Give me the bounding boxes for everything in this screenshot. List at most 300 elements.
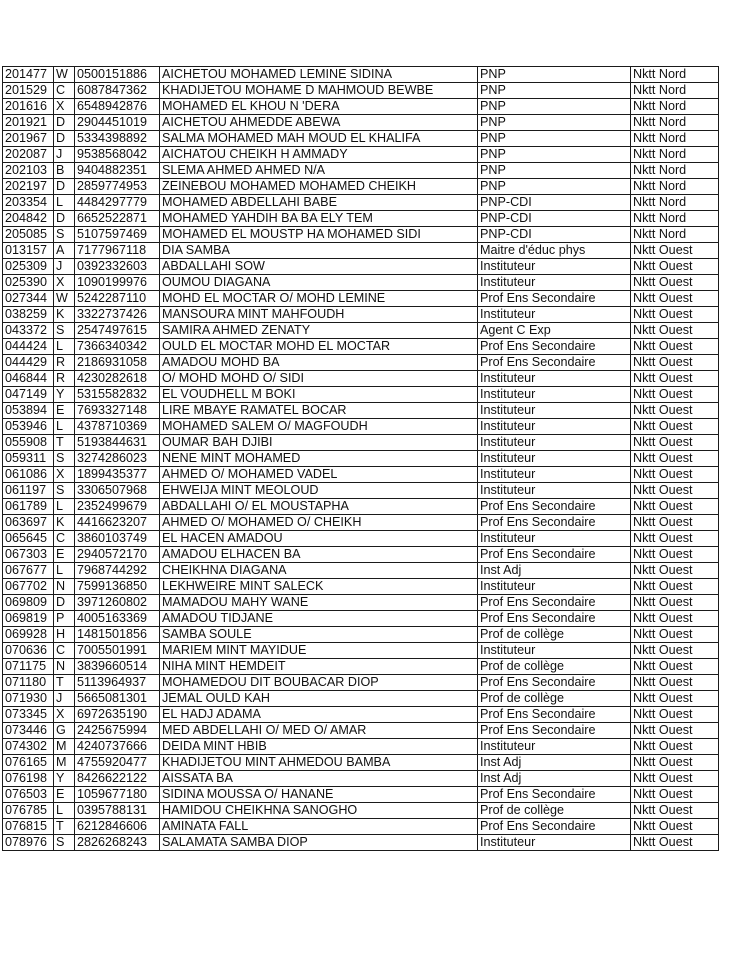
- direction-cell: Nktt Ouest: [631, 627, 719, 643]
- direction-cell: Nktt Ouest: [631, 739, 719, 755]
- employee-id-cell: 201921: [3, 115, 54, 131]
- employee-id-cell: 044429: [3, 355, 54, 371]
- direction-cell: Nktt Ouest: [631, 691, 719, 707]
- table-row: [3, 83, 719, 99]
- name-cell: SALMA MOHAMED MAH MOUD EL KHALIFA: [160, 131, 478, 147]
- employee-id-cell: 069809: [3, 595, 54, 611]
- nni-cell: 5334398892: [75, 131, 160, 147]
- direction-cell: Nktt Ouest: [631, 467, 719, 483]
- nni-cell: 6652522871: [75, 211, 160, 227]
- name-cell: MOHAMED YAHDIH BA BA ELY TEM: [160, 211, 478, 227]
- table-row: [3, 579, 719, 595]
- nni-cell: 7968744292: [75, 563, 160, 579]
- name-cell: KHADIJETOU MOHAME D MAHMOUD BEWBE: [160, 83, 478, 99]
- key-letter-cell: L: [54, 419, 75, 435]
- name-cell: DIA SAMBA: [160, 243, 478, 259]
- key-letter-cell: S: [54, 227, 75, 243]
- table-row: [3, 787, 719, 803]
- employee-id-cell: 027344: [3, 291, 54, 307]
- employee-id-cell: 201529: [3, 83, 54, 99]
- direction-cell: Nktt Ouest: [631, 771, 719, 787]
- function-cell: Instituteur: [478, 451, 631, 467]
- name-cell: NIHA MINT HEMDEIT: [160, 659, 478, 675]
- name-cell: O/ MOHD MOHD O/ SIDI: [160, 371, 478, 387]
- direction-cell: Nktt Ouest: [631, 835, 719, 851]
- key-letter-cell: A: [54, 243, 75, 259]
- function-cell: Instituteur: [478, 419, 631, 435]
- nni-cell: 7005501991: [75, 643, 160, 659]
- table-row: [3, 467, 719, 483]
- function-cell: Instituteur: [478, 483, 631, 499]
- direction-cell: Nktt Nord: [631, 227, 719, 243]
- employee-id-cell: 067303: [3, 547, 54, 563]
- name-cell: SLEMA AHMED AHMED N/A: [160, 163, 478, 179]
- direction-cell: Nktt Ouest: [631, 451, 719, 467]
- table-row: [3, 419, 719, 435]
- direction-cell: Nktt Ouest: [631, 483, 719, 499]
- function-cell: Instituteur: [478, 275, 631, 291]
- direction-cell: Nktt Nord: [631, 83, 719, 99]
- nni-cell: 7177967118: [75, 243, 160, 259]
- direction-cell: Nktt Ouest: [631, 259, 719, 275]
- key-letter-cell: W: [54, 67, 75, 83]
- nni-cell: 5193844631: [75, 435, 160, 451]
- nni-cell: 5113964937: [75, 675, 160, 691]
- function-cell: Prof Ens Secondaire: [478, 611, 631, 627]
- name-cell: KHADIJETOU MINT AHMEDOU BAMBA: [160, 755, 478, 771]
- table-row: [3, 307, 719, 323]
- key-letter-cell: L: [54, 499, 75, 515]
- nni-cell: 8426622122: [75, 771, 160, 787]
- function-cell: Prof Ens Secondaire: [478, 787, 631, 803]
- employee-id-cell: 078976: [3, 835, 54, 851]
- employee-id-cell: 047149: [3, 387, 54, 403]
- key-letter-cell: D: [54, 211, 75, 227]
- nni-cell: 6548942876: [75, 99, 160, 115]
- direction-cell: Nktt Ouest: [631, 595, 719, 611]
- employee-id-cell: 055908: [3, 435, 54, 451]
- table-row: [3, 291, 719, 307]
- table-row: [3, 179, 719, 195]
- function-cell: Inst Adj: [478, 771, 631, 787]
- name-cell: AISSATA BA: [160, 771, 478, 787]
- name-cell: ABDALLAHI SOW: [160, 259, 478, 275]
- name-cell: EL VOUDHELL M BOKI: [160, 387, 478, 403]
- table-row: [3, 195, 719, 211]
- nni-cell: 5315582832: [75, 387, 160, 403]
- nni-cell: 6212846606: [75, 819, 160, 835]
- key-letter-cell: B: [54, 163, 75, 179]
- function-cell: Prof Ens Secondaire: [478, 355, 631, 371]
- direction-cell: Nktt Nord: [631, 179, 719, 195]
- employee-id-cell: 061197: [3, 483, 54, 499]
- table-row: [3, 627, 719, 643]
- name-cell: SIDINA MOUSSA O/ HANANE: [160, 787, 478, 803]
- nni-cell: 2425675994: [75, 723, 160, 739]
- employee-id-cell: 065645: [3, 531, 54, 547]
- key-letter-cell: J: [54, 691, 75, 707]
- function-cell: Instituteur: [478, 467, 631, 483]
- table-row: [3, 563, 719, 579]
- function-cell: PNP-CDI: [478, 211, 631, 227]
- key-letter-cell: L: [54, 339, 75, 355]
- name-cell: HAMIDOU CHEIKHNA SANOGHO: [160, 803, 478, 819]
- nni-cell: 3322737426: [75, 307, 160, 323]
- function-cell: Prof Ens Secondaire: [478, 595, 631, 611]
- employee-id-cell: 053946: [3, 419, 54, 435]
- table-row: [3, 499, 719, 515]
- function-cell: Instituteur: [478, 435, 631, 451]
- name-cell: SAMIRA AHMED ZENATY: [160, 323, 478, 339]
- direction-cell: Nktt Ouest: [631, 499, 719, 515]
- nni-cell: 2352499679: [75, 499, 160, 515]
- function-cell: Instituteur: [478, 259, 631, 275]
- table-row: [3, 163, 719, 179]
- table-row: [3, 755, 719, 771]
- function-cell: Inst Adj: [478, 755, 631, 771]
- employee-id-cell: 071180: [3, 675, 54, 691]
- function-cell: Instituteur: [478, 403, 631, 419]
- direction-cell: Nktt Ouest: [631, 579, 719, 595]
- nni-cell: 6972635190: [75, 707, 160, 723]
- key-letter-cell: S: [54, 483, 75, 499]
- function-cell: Instituteur: [478, 579, 631, 595]
- key-letter-cell: C: [54, 531, 75, 547]
- direction-cell: Nktt Nord: [631, 131, 719, 147]
- key-letter-cell: M: [54, 739, 75, 755]
- nni-cell: 2940572170: [75, 547, 160, 563]
- table-row: [3, 659, 719, 675]
- employee-id-cell: 203354: [3, 195, 54, 211]
- direction-cell: Nktt Nord: [631, 211, 719, 227]
- direction-cell: Nktt Ouest: [631, 707, 719, 723]
- table-row: [3, 643, 719, 659]
- table-row: [3, 131, 719, 147]
- nni-cell: 2826268243: [75, 835, 160, 851]
- key-letter-cell: R: [54, 355, 75, 371]
- direction-cell: Nktt Ouest: [631, 355, 719, 371]
- employee-id-cell: 070636: [3, 643, 54, 659]
- direction-cell: Nktt Nord: [631, 147, 719, 163]
- direction-cell: Nktt Ouest: [631, 819, 719, 835]
- function-cell: Prof de collège: [478, 627, 631, 643]
- direction-cell: Nktt Ouest: [631, 243, 719, 259]
- name-cell: OUMAR BAH DJIBI: [160, 435, 478, 451]
- nni-cell: 2904451019: [75, 115, 160, 131]
- employee-id-cell: 069819: [3, 611, 54, 627]
- nni-cell: 1090199976: [75, 275, 160, 291]
- name-cell: MAMADOU MAHY WANE: [160, 595, 478, 611]
- function-cell: PNP: [478, 163, 631, 179]
- table-row: [3, 515, 719, 531]
- function-cell: Prof de collège: [478, 659, 631, 675]
- key-letter-cell: L: [54, 563, 75, 579]
- employee-id-cell: 046844: [3, 371, 54, 387]
- function-cell: PNP: [478, 83, 631, 99]
- nni-cell: 0395788131: [75, 803, 160, 819]
- nni-cell: 3274286023: [75, 451, 160, 467]
- direction-cell: Nktt Nord: [631, 115, 719, 131]
- function-cell: Prof Ens Secondaire: [478, 547, 631, 563]
- table-row: [3, 483, 719, 499]
- table-row: [3, 371, 719, 387]
- name-cell: MOHAMEDOU DIT BOUBACAR DIOP: [160, 675, 478, 691]
- key-letter-cell: W: [54, 291, 75, 307]
- nni-cell: 7366340342: [75, 339, 160, 355]
- name-cell: AHMED O/ MOHAMED O/ CHEIKH: [160, 515, 478, 531]
- function-cell: Instituteur: [478, 643, 631, 659]
- key-letter-cell: G: [54, 723, 75, 739]
- function-cell: Instituteur: [478, 307, 631, 323]
- direction-cell: Nktt Ouest: [631, 531, 719, 547]
- table-row: [3, 531, 719, 547]
- name-cell: MOHD EL MOCTAR O/ MOHD LEMINE: [160, 291, 478, 307]
- key-letter-cell: S: [54, 323, 75, 339]
- table-row: [3, 691, 719, 707]
- name-cell: CHEIKHNA DIAGANA: [160, 563, 478, 579]
- employee-id-cell: 073446: [3, 723, 54, 739]
- employee-id-cell: 044424: [3, 339, 54, 355]
- nni-cell: 7599136850: [75, 579, 160, 595]
- name-cell: MOHAMED ABDELLAHI BABE: [160, 195, 478, 211]
- employee-id-cell: 059311: [3, 451, 54, 467]
- nni-cell: 4484297779: [75, 195, 160, 211]
- function-cell: PNP: [478, 115, 631, 131]
- employee-id-cell: 201616: [3, 99, 54, 115]
- name-cell: ABDALLAHI O/ EL MOUSTAPHA: [160, 499, 478, 515]
- name-cell: MOHAMED SALEM O/ MAGFOUDH: [160, 419, 478, 435]
- key-letter-cell: K: [54, 515, 75, 531]
- table-row: [3, 675, 719, 691]
- employee-id-cell: 071175: [3, 659, 54, 675]
- employee-id-cell: 061086: [3, 467, 54, 483]
- name-cell: JEMAL OULD KAH: [160, 691, 478, 707]
- key-letter-cell: S: [54, 835, 75, 851]
- table-row: [3, 355, 719, 371]
- function-cell: Prof Ens Secondaire: [478, 723, 631, 739]
- staff-table: [2, 66, 719, 851]
- key-letter-cell: K: [54, 307, 75, 323]
- employee-id-cell: 076815: [3, 819, 54, 835]
- key-letter-cell: E: [54, 547, 75, 563]
- function-cell: Prof Ens Secondaire: [478, 707, 631, 723]
- table-row: [3, 275, 719, 291]
- employee-id-cell: 076503: [3, 787, 54, 803]
- employee-id-cell: 076785: [3, 803, 54, 819]
- name-cell: NENE MINT MOHAMED: [160, 451, 478, 467]
- name-cell: MOHAMED EL KHOU N 'DERA: [160, 99, 478, 115]
- table-row: [3, 739, 719, 755]
- employee-id-cell: 043372: [3, 323, 54, 339]
- nni-cell: 4240737666: [75, 739, 160, 755]
- key-letter-cell: X: [54, 707, 75, 723]
- employee-id-cell: 067702: [3, 579, 54, 595]
- key-letter-cell: Y: [54, 771, 75, 787]
- table-row: [3, 403, 719, 419]
- function-cell: Prof de collège: [478, 691, 631, 707]
- direction-cell: Nktt Nord: [631, 67, 719, 83]
- nni-cell: 1481501856: [75, 627, 160, 643]
- nni-cell: 4755920477: [75, 755, 160, 771]
- function-cell: Instituteur: [478, 531, 631, 547]
- table-row: [3, 595, 719, 611]
- employee-id-cell: 076165: [3, 755, 54, 771]
- name-cell: EHWEIJA MINT MEOLOUD: [160, 483, 478, 499]
- direction-cell: Nktt Ouest: [631, 563, 719, 579]
- function-cell: Prof de collège: [478, 803, 631, 819]
- name-cell: AMADOU TIDJANE: [160, 611, 478, 627]
- name-cell: EL HACEN AMADOU: [160, 531, 478, 547]
- direction-cell: Nktt Ouest: [631, 323, 719, 339]
- name-cell: SALAMATA SAMBA DIOP: [160, 835, 478, 851]
- direction-cell: Nktt Ouest: [631, 403, 719, 419]
- name-cell: MANSOURA MINT MAHFOUDH: [160, 307, 478, 323]
- employee-id-cell: 053894: [3, 403, 54, 419]
- table-row: [3, 147, 719, 163]
- nni-cell: 0392332603: [75, 259, 160, 275]
- table-row: [3, 835, 719, 851]
- table-row: [3, 323, 719, 339]
- key-letter-cell: T: [54, 675, 75, 691]
- direction-cell: Nktt Ouest: [631, 339, 719, 355]
- key-letter-cell: X: [54, 99, 75, 115]
- table-row: [3, 547, 719, 563]
- name-cell: LEKHWEIRE MINT SALECK: [160, 579, 478, 595]
- key-letter-cell: J: [54, 259, 75, 275]
- name-cell: OULD EL MOCTAR MOHD EL MOCTAR: [160, 339, 478, 355]
- name-cell: DEIDA MINT HBIB: [160, 739, 478, 755]
- function-cell: Agent C Exp: [478, 323, 631, 339]
- nni-cell: 5665081301: [75, 691, 160, 707]
- employee-id-cell: 067677: [3, 563, 54, 579]
- key-letter-cell: L: [54, 195, 75, 211]
- direction-cell: Nktt Ouest: [631, 419, 719, 435]
- table-row: [3, 115, 719, 131]
- function-cell: PNP-CDI: [478, 227, 631, 243]
- table-row: [3, 819, 719, 835]
- table-row: [3, 227, 719, 243]
- nni-cell: 4005163369: [75, 611, 160, 627]
- key-letter-cell: C: [54, 643, 75, 659]
- table-row: [3, 723, 719, 739]
- function-cell: Maitre d'éduc phys: [478, 243, 631, 259]
- direction-cell: Nktt Nord: [631, 163, 719, 179]
- function-cell: Instituteur: [478, 387, 631, 403]
- function-cell: Instituteur: [478, 371, 631, 387]
- nni-cell: 4378710369: [75, 419, 160, 435]
- employee-id-cell: 076198: [3, 771, 54, 787]
- nni-cell: 5107597469: [75, 227, 160, 243]
- name-cell: EL HADJ ADAMA: [160, 707, 478, 723]
- nni-cell: 2859774953: [75, 179, 160, 195]
- key-letter-cell: E: [54, 403, 75, 419]
- key-letter-cell: N: [54, 659, 75, 675]
- key-letter-cell: T: [54, 819, 75, 835]
- table-row: [3, 387, 719, 403]
- table-row: [3, 243, 719, 259]
- table-row: [3, 451, 719, 467]
- employee-id-cell: 013157: [3, 243, 54, 259]
- function-cell: Prof Ens Secondaire: [478, 339, 631, 355]
- direction-cell: Nktt Ouest: [631, 547, 719, 563]
- name-cell: AHMED O/ MOHAMED VADEL: [160, 467, 478, 483]
- employee-id-cell: 063697: [3, 515, 54, 531]
- function-cell: Prof Ens Secondaire: [478, 499, 631, 515]
- staff-table-body: [3, 67, 719, 851]
- employee-id-cell: 073345: [3, 707, 54, 723]
- function-cell: PNP: [478, 99, 631, 115]
- direction-cell: Nktt Ouest: [631, 611, 719, 627]
- nni-cell: 2186931058: [75, 355, 160, 371]
- function-cell: PNP: [478, 131, 631, 147]
- function-cell: Prof Ens Secondaire: [478, 291, 631, 307]
- function-cell: PNP: [478, 179, 631, 195]
- direction-cell: Nktt Ouest: [631, 307, 719, 323]
- nni-cell: 7693327148: [75, 403, 160, 419]
- function-cell: Prof Ens Secondaire: [478, 675, 631, 691]
- employee-id-cell: 038259: [3, 307, 54, 323]
- name-cell: MARIEM MINT MAYIDUE: [160, 643, 478, 659]
- key-letter-cell: T: [54, 435, 75, 451]
- function-cell: Instituteur: [478, 739, 631, 755]
- key-letter-cell: D: [54, 131, 75, 147]
- name-cell: AMINATA FALL: [160, 819, 478, 835]
- nni-cell: 5242287110: [75, 291, 160, 307]
- key-letter-cell: R: [54, 371, 75, 387]
- key-letter-cell: L: [54, 803, 75, 819]
- name-cell: AMADOU MOHD BA: [160, 355, 478, 371]
- nni-cell: 4230282618: [75, 371, 160, 387]
- key-letter-cell: E: [54, 787, 75, 803]
- table-row: [3, 67, 719, 83]
- function-cell: PNP-CDI: [478, 195, 631, 211]
- table-row: [3, 259, 719, 275]
- nni-cell: 1899435377: [75, 467, 160, 483]
- nni-cell: 2547497615: [75, 323, 160, 339]
- name-cell: AICHETOU MOHAMED LEMINE SIDINA: [160, 67, 478, 83]
- nni-cell: 3971260802: [75, 595, 160, 611]
- direction-cell: Nktt Ouest: [631, 291, 719, 307]
- name-cell: MED ABDELLAHI O/ MED O/ AMAR: [160, 723, 478, 739]
- employee-id-cell: 202087: [3, 147, 54, 163]
- nni-cell: 0500151886: [75, 67, 160, 83]
- direction-cell: Nktt Ouest: [631, 515, 719, 531]
- direction-cell: Nktt Ouest: [631, 675, 719, 691]
- table-row: [3, 771, 719, 787]
- name-cell: ZEINEBOU MOHAMED MOHAMED CHEIKH: [160, 179, 478, 195]
- function-cell: Prof Ens Secondaire: [478, 515, 631, 531]
- name-cell: AMADOU ELHACEN BA: [160, 547, 478, 563]
- direction-cell: Nktt Ouest: [631, 371, 719, 387]
- function-cell: PNP: [478, 67, 631, 83]
- employee-id-cell: 205085: [3, 227, 54, 243]
- table-row: [3, 611, 719, 627]
- employee-id-cell: 069928: [3, 627, 54, 643]
- employee-id-cell: 201477: [3, 67, 54, 83]
- direction-cell: Nktt Nord: [631, 195, 719, 211]
- staff-list-sheet: [2, 66, 719, 851]
- employee-id-cell: 201967: [3, 131, 54, 147]
- nni-cell: 1059677180: [75, 787, 160, 803]
- table-row: [3, 99, 719, 115]
- direction-cell: Nktt Ouest: [631, 275, 719, 291]
- key-letter-cell: X: [54, 467, 75, 483]
- key-letter-cell: D: [54, 595, 75, 611]
- key-letter-cell: D: [54, 179, 75, 195]
- key-letter-cell: H: [54, 627, 75, 643]
- direction-cell: Nktt Ouest: [631, 787, 719, 803]
- key-letter-cell: P: [54, 611, 75, 627]
